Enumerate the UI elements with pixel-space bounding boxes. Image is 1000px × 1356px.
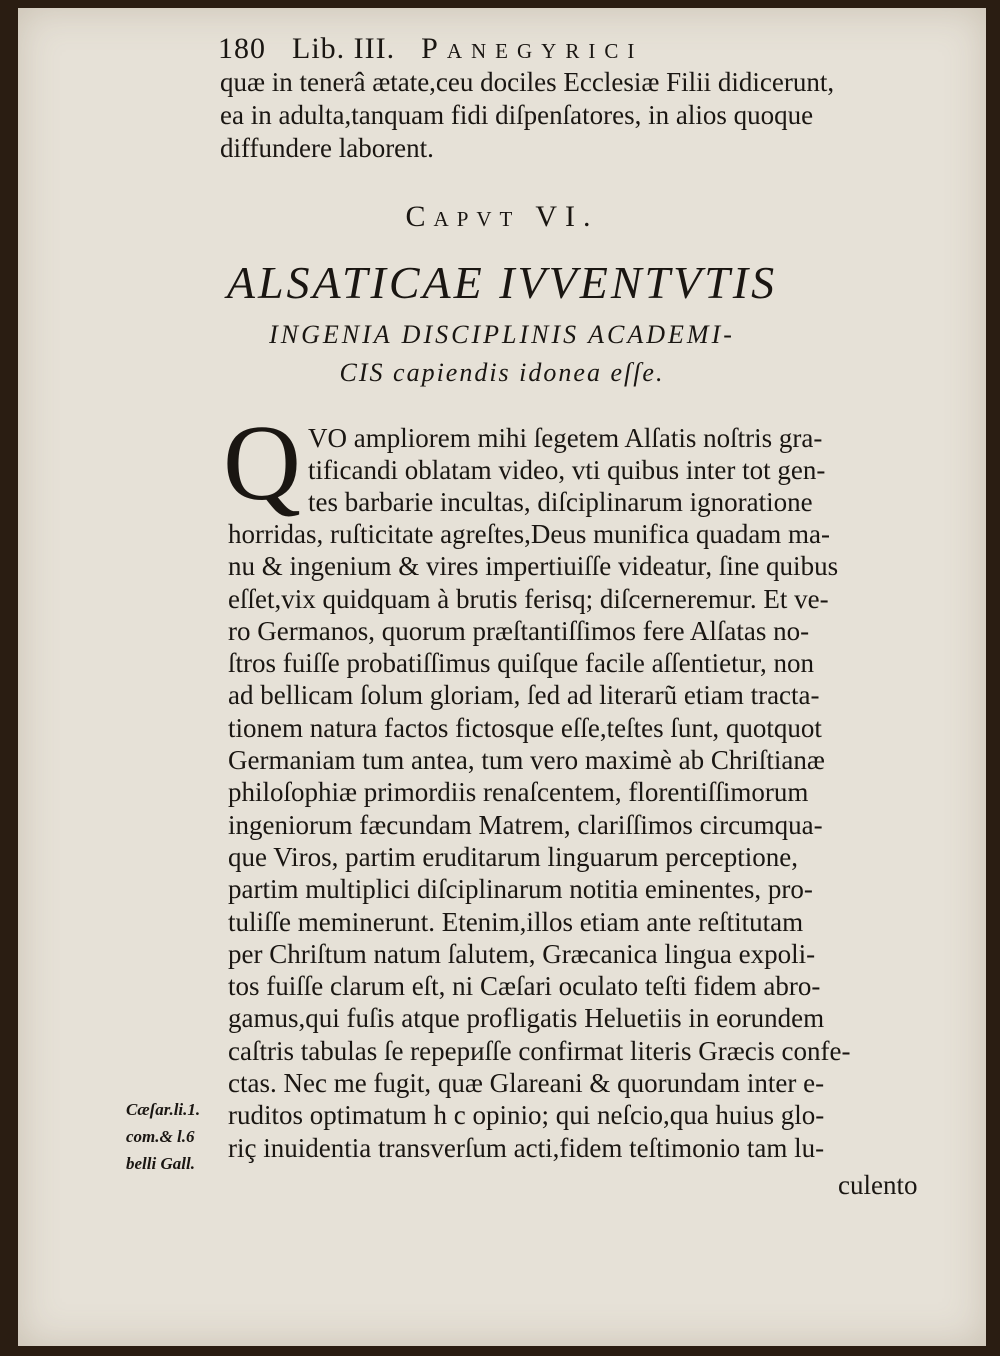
text-line: ſtros fuiſſe probatiſſimus quiſque facile aſſentietur, non <box>228 648 815 679</box>
page-number: 180 <box>218 32 266 65</box>
text-line: riç inuidentia transverſum acti,fidem teſtimonio tam lu- <box>228 1132 825 1163</box>
margin-note-line: belli Gall. <box>126 1154 195 1173</box>
text-line: ruditos optimatum h c opinio; qui neſcio,qua huius glo- <box>228 1100 825 1131</box>
text-line: per Chriſtum natum ſalutem, Græcanica lingua expoli- <box>228 938 816 969</box>
chapter-label: Capvt VI. <box>405 200 599 233</box>
text-line: caſtris tabulas ſe repериſſe confirmat literis Græcis confe- <box>228 1035 851 1066</box>
chapter-title-line2: INGENIA DISCIPLINIS ACADEMI- <box>269 320 735 349</box>
text-line: tes barbarie incultas, diſciplinarum ignoratione <box>308 487 813 517</box>
text-line: gamus,qui fuſis atque profligatis Heluetiis in eorundem <box>228 1003 825 1034</box>
text-line: ingeniorum fæcundam Matrem, clariſſimos circumqua- <box>228 809 823 840</box>
margin-note-line: com.& l.6 <box>126 1127 195 1146</box>
book-label: Lib. III. <box>292 32 396 65</box>
text-line: eſſet,vix quidquam à brutis ferisq; diſcerneremur. Et ve- <box>228 583 829 614</box>
chapter-title-line1: ALSATICAE IVVENTVTIS <box>226 257 778 308</box>
text-line: Germaniam tum antea, tum vero maximè ab Chriſtianæ <box>228 745 825 776</box>
body-first-lines <box>308 422 825 518</box>
text-line: nu & ingenium & vires impertiuiſſe videatur, ſine quibus <box>228 551 839 582</box>
body-text <box>228 518 850 1164</box>
text-line: tuliſſe meminerunt. Etenim,illos etiam ante reſtitutam <box>228 906 804 937</box>
text-line: ctas. Nec me fugit, quæ Glareani & quorundam inter e- <box>228 1068 825 1099</box>
text-line: ea in adulta,tanquam fidi diſpenſatores, in alios quoque <box>220 100 814 130</box>
intro-paragraph <box>220 66 834 165</box>
text-line: tificandi oblatam video, vti quibus inter tot gen- <box>308 455 826 485</box>
catchword: culento <box>838 1170 918 1200</box>
text-line: tionem natura factos fictosque eſſe,teſtes ſunt, quotquot <box>228 712 822 743</box>
chapter-title-line3: CIS capiendis idonea eſſe. <box>339 358 665 387</box>
text-line: ad bellicam ſolum gloriam, ſed ad literarũ etiam tracta- <box>228 680 820 711</box>
margin-note-line: Cæſar.li.1. <box>126 1100 201 1119</box>
text-line: que Viros, partim eruditarum linguarum perceptione, <box>228 841 798 872</box>
text-line: tos fuiſſe clarum eſt, ni Cæſari oculato teſti fidem abro- <box>228 971 821 1002</box>
text-line: VO ampliorem mihi ſegetem Alſatis noſtris gra- <box>308 423 823 453</box>
text-line: diffundere laborent. <box>220 133 434 163</box>
text-line: philoſophiæ primordiis renaſcentem, florentiſſimorum <box>228 777 809 808</box>
text-line: quæ in tenerâ ætate,ceu dociles Ecclesiæ Filii didicerunt, <box>220 67 835 97</box>
margin-note <box>126 1096 200 1177</box>
text-line: ro Germanos, quorum præſtantiſſimos fere Alſatas no- <box>228 615 810 646</box>
text-line: partim multiplici diſciplinarum notitia eminentes, pro- <box>228 874 813 905</box>
book-page <box>18 8 986 1346</box>
running-title: Panegyrici <box>421 32 644 65</box>
text-line: horridas, ruſticitate agreſtes,Deus munifica quadam ma- <box>228 519 831 549</box>
running-header <box>218 32 838 66</box>
drop-cap: Q <box>223 404 301 523</box>
